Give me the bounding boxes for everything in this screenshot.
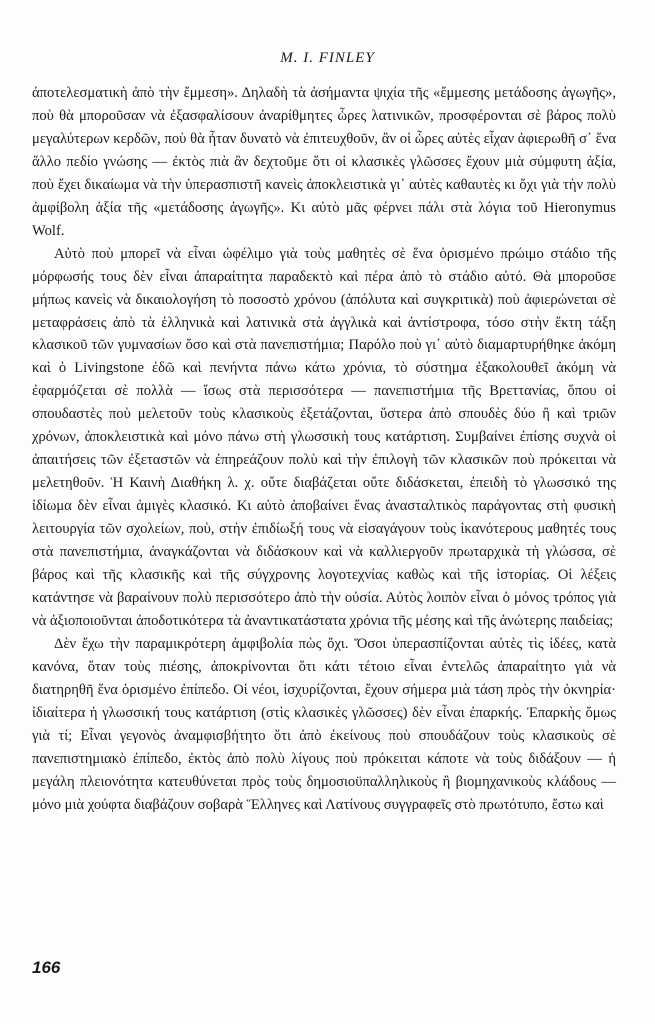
page-number: 166 [32, 958, 61, 977]
paragraph-3: Δὲν ἔχω τὴν παραμικρότερη ἀμφιβολία πὼς ὄχι. Ὅσοι ὑπερασπίζονται αὐτὲς τὶς ἰδέες, κατὰ κανόνα, ὅταν τοὺς πιέσης, ἀποκρίνονται ὅτι κάτι τέτοιο εἶναι ἐντελῶς ἀπαραίτητο γιὰ νὰ διατηρηθῆ ἕνα ὁρισμένο ἐπίπεδο. Οἱ νέοι, ἰσχυρίζονται, ἔχουν σήμερα μιὰ τάση πρὸς τὴν ὀκνηρία· ἰδιαίτερα ἡ γλωσσική τους κατάρτιση (στὶς κλασικὲς γλῶσσες) δὲν εἶναι ἐπαρκής. Ἐπαρκὴς ὅμως γιὰ τί; Εἶναι γεγονὸς ἀναμφισβήτητο ὅτι ἀπὸ ἐκείνους ποὺ σπουδάζουν τοὺς κλασικοὺς σὲ πανεπιστημιακὸ ἐπίπεδο, ἐκτὸς ἀπὸ πολὺ λίγους ποὺ πρόκειται κάποτε νὰ τοὺς διδάξουν — ἡ μεγάλη πλειονότητα κατευθύνεται πρὸς τοὺς δημοσιοϋπαλληλικοὺς ἢ βιομηχανικοὺς κλάδους — μόνο μιὰ χούφτα διαβάζουν σοβαρὰ Ἕλληνες καὶ Λατίνους συγγραφεῖς στὸ πρωτότυπο, ἔστω καὶ [32, 635, 616, 813]
paragraph-2: Αὐτὸ ποὺ μπορεῖ νὰ εἶναι ὠφέλιμο γιὰ τοὺς μαθητὲς σὲ ἕνα ὁρισμένο πρώιμο στάδιο τῆς μόρφωσής τους δὲν εἶναι ἀπαραίτητα παραδεκτὸ καὶ πέρα ἀπὸ τὸ στάδιο αὐτό. Θὰ μποροῦσε μήπως κανεὶς νὰ δικαιολογήση τὸ ποσοστὸ χρόνου (ἀπόλυτα καὶ συγκριτικὰ) ποὺ ἀφιερώνεται σὲ μεταφράσεις ἀπὸ τὰ ἑλληνικὰ καὶ λατινικὰ στὰ ἀγγλικὰ καὶ ἀντίστροφα, τόσο στὴν ἕκτη τάξη κλασικοῦ τῶν γυμνασίων ὅσο καὶ στὰ πανεπιστήμια; Παρόλο ποὺ γι᾽ αὐτὸ διαμαρτυρήθηκε ἀκόμη καὶ ὁ Livingstone ἐδῶ καὶ πενήντα πάνω κάτω χρόνια, τὸ σύστημα ἐξακολουθεῖ ἀκόμη νὰ ἐφαρμόζεται σὲ πολλὰ — ἴσως στὰ περισσότερα — πανεπιστήμια τῆς Βρεττανίας, ὅπου οἱ σπουδαστὲς ποὺ μελετοῦν τοὺς κλασικοὺς ἐξετάζονται, ὕστερα ἀπὸ σπουδὲς δύο ἢ καὶ τριῶν χρόνων, ἀποκλειστικὰ καὶ μόνο πάνω στὴ γλωσσικὴ τους κατάρτιση. Συμβαίνει ἐπίσης συχνὰ οἱ ἀπαιτήσεις τῶν ἐξεταστῶν νὰ ἐπηρεάζουν πολὺ καὶ τὴν ἐπιλογὴ τῶν κλασικῶν ποὺ πρόκειται νὰ μελετηθοῦν. Ἡ Καινὴ Διαθήκη λ. χ. οὔτε διαβάζεται οὔτε διδάσκεται, ἐπειδὴ τὸ γλωσσικό της ἰδίωμα δὲν εἶναι ἀμιγὲς κλασικό. Κι αὐτὸ ἀποβαίνει ἕνας ἀνασταλτικὸς παράγοντας στὴ φυσικὴ λειτουργία τῶν σχολείων, ποὺ, στὴν ἐπιδίωξή τους νὰ εἰσαγάγουν τοὺς ἱκανότερους μαθητές τους στὰ πανεπιστήμια, ἀναγκάζονται νὰ διδάσκουν καὶ νὰ καλλιεργοῦν πρωταρχικὰ τὴ γλώσσα, σὲ βάρος καὶ τῆς κλασικῆς καὶ τῆς σύγχρονης λογοτεχνίας καθὼς καὶ τῆς ἱστορίας. Οἱ λέξεις κατάντησε νὰ βαραίνουν πολὺ περισσότερο ἀπὸ τὴν οὐσία. Αὐτὸς λοιπὸν εἶναι ὁ μόνος τρόπος γιὰ νὰ ἀξιοποιοῦνται ἀποδοτικότερα τὰ ἀναντικατάστατα χρόνια τῆς μέσης καὶ τῆς ἀνώτερης παιδείας; [32, 245, 616, 629]
paragraph-1: ἀποτελεσματικὴ ἀπὸ τὴν ἔμμεση». Δηλαδὴ τὰ ἀσήμαντα ψιχία τῆς «ἔμμεσης μετάδοσης ἀγωγῆς», ποὺ θὰ μποροῦσαν νὰ ἐξασφαλίσουν ἀναρίθμητες ὧρες λατινικῶν, προσφέρονται σὲ βάρος πολὺ μεγαλύτερων κερδῶν, ποὺ θὰ ἦταν δυνατὸ νὰ ἐπιτευχθοῦν, ἂν οἱ ὧρες αὐτὲς εἶχαν ἀφιερωθῆ σ᾽ ἕνα ἄλλο πεδίο γνώσης — ἐκτὸς πιὰ ἂν δεχτοῦμε ὅτι οἱ κλασικὲς γλῶσσες ἔχουν μιὰ σύμφυτη ἀξία, ποὺ ἔχει δικαίωμα νὰ τὴν ὑπερασπιστῆ κανεὶς ἀποκλειστικὰ γι᾽ αὐτὲς καθαυτὲς κι ὄχι γιὰ τὴν πολὺ ἀμφίβολη ἀξία τῆς «μετάδοσης ἀγωγῆς». Κι αὐτὸ μᾶς φέρνει πάλι στὰ λόγια τοῦ Hieronymus Wolf. [32, 85, 616, 239]
running-head: M. I. FINLEY [280, 50, 375, 66]
body-text [32, 82, 616, 817]
